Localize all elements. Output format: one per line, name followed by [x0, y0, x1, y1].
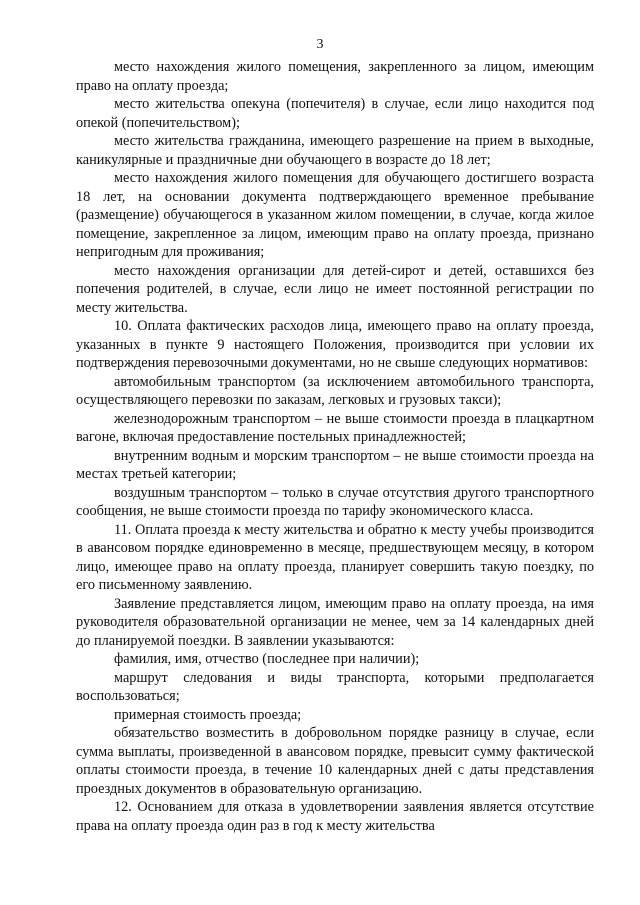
paragraph-refund-obligation: обязательство возместить в добровольном порядке разницу в случае, если сумма выплаты, произведенной в авансовом порядке, превысит сумму фактической оплаты стоимости проезда, в течение 10 календарных дней с даты представления проездных документов в образовательную организацию.	[76, 725, 594, 797]
paragraph-item-12: 12. Основанием для отказа в удовлетворении заявления является отсутствие права на оплату проезда один раз в год к месту жительства	[76, 799, 594, 834]
paragraph-rail-transport: железнодорожным транспортом – не выше стоимости проезда в плацкартном вагоне, включая предоставление постельных принадлежностей;	[76, 410, 594, 445]
page-number: 3	[316, 37, 324, 52]
paragraph-item-10: 10. Оплата фактических расходов лица, имеющего право на оплату проезда, указанных в пункте 9 настоящего Положения, производится при условии их подтверждения перевозочными документами, но не свыше следующих нормативов:	[76, 318, 594, 371]
paragraph-adult-student-housing: место нахождения жилого помещения для обучающего достигшего возраста 18 лет, на основании документа подтверждающего временное пребывание (размещение) обучающегося в указанном жилом помещении, в случае, когда жилое помещение, закрепленное за лицом, имеющим право на оплату проезда, признано непригодным для проживания;	[76, 170, 594, 260]
paragraph-guardian-residence: место жительства опекуна (попечителя) в случае, если лицо находится под опекой (попечительством);	[76, 96, 594, 131]
paragraph-application: Заявление представляется лицом, имеющим право на оплату проезда, на имя руководителя образовательной организации не менее, чем за 14 календарных дней до планируемой поездки. В заявлении указываются:	[76, 595, 594, 649]
paragraph-host-citizen-residence: место жительства гражданина, имеющего разрешение на прием в выходные, каникулярные и праздничные дни обучающего в возрасте до 18 лет;	[76, 133, 594, 168]
paragraph-route: маршрут следования и виды транспорта, которыми предполагается воспользоваться;	[76, 669, 594, 704]
paragraph-full-name: фамилия, имя, отчество (последнее при наличии);	[114, 651, 420, 667]
paragraph-approximate-cost: примерная стоимость проезда;	[114, 706, 302, 723]
paragraph-air-transport: воздушным транспортом – только в случае отсутствия другого транспортного сообщения, не выше стоимости проезда по тарифу экономического класса.	[76, 484, 594, 519]
paragraph-housing-location: место нахождения жилого помещения, закрепленного за лицом, имеющим право на оплату проезда;	[76, 59, 594, 94]
paragraph-orphan-organization: место нахождения организации для детей-сирот и детей, оставшихся без попечения родителей, в случае, если лицо не имеет постоянной регистрации по месту жительства.	[76, 262, 594, 316]
document-body	[76, 58, 594, 835]
paragraph-road-transport: автомобильным транспортом (за исключением автомобильного транспорта, осуществляющего перевозки по заказам, легковых и грузовых такси);	[76, 373, 594, 408]
paragraph-water-transport: внутренним водным и морским транспортом – не выше стоимости проезда на местах третьей категории;	[76, 447, 594, 482]
paragraph-item-11: 11. Оплата проезда к месту жительства и обратно к месту учебы производится в авансовом порядке единовременно в месяце, предшествующем месяцу, в котором лицо, имеющее право на оплату проезда, планирует совершить такую поездку, по его письменному заявлению.	[76, 521, 594, 593]
